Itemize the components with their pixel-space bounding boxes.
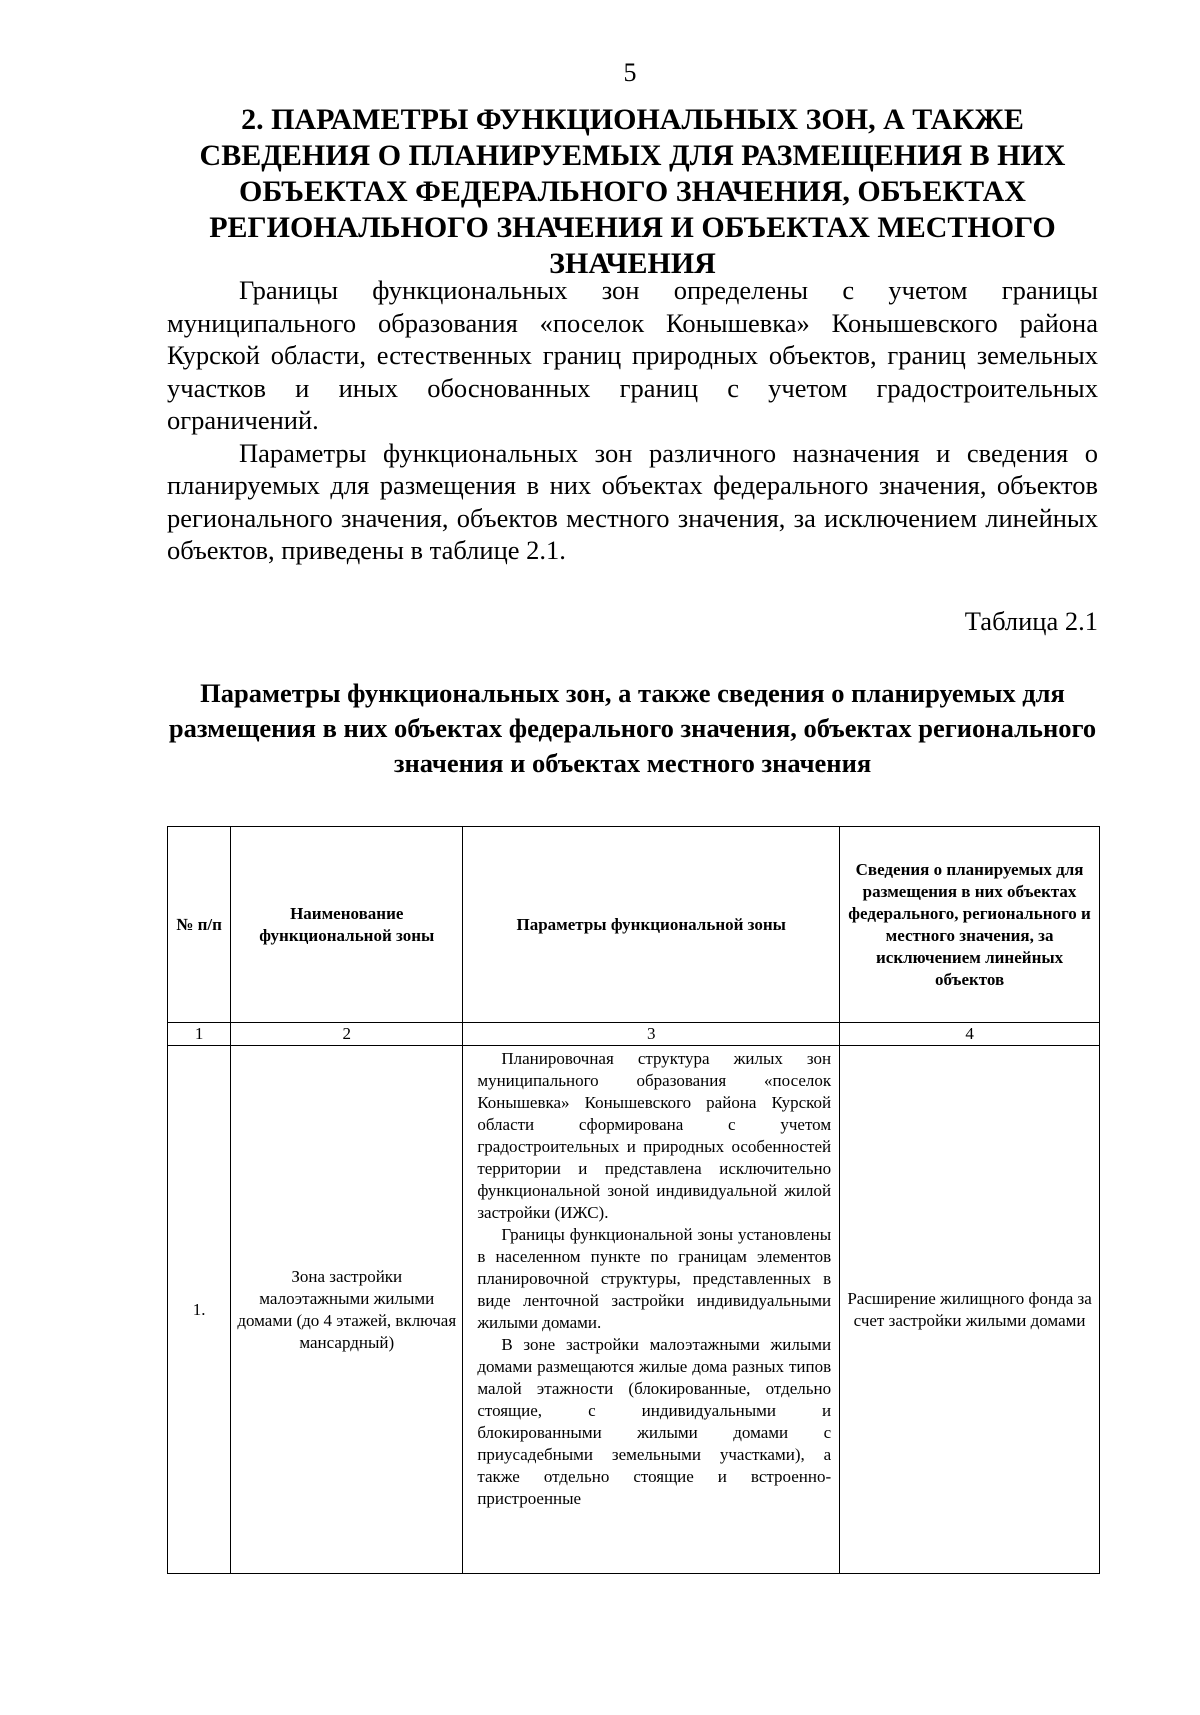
column-number: 3 [463, 1023, 840, 1046]
column-number-row [168, 1023, 1100, 1046]
column-number: 4 [840, 1023, 1100, 1046]
table-header-row [168, 827, 1100, 1023]
body-text [167, 274, 1098, 567]
section-title: 2. ПАРАМЕТРЫ ФУНКЦИОНАЛЬНЫХ ЗОН, А ТАКЖЕ СВЕДЕНИЯ О ПЛАНИРУЕМЫХ ДЛЯ РАЗМЕЩЕНИЯ В НИХ ОБЪЕКТАХ ФЕДЕРАЛЬНОГО ЗНАЧЕНИЯ, ОБЪЕКТАХ РЕГИОНАЛЬНОГО ЗНАЧЕНИЯ И ОБЪЕКТАХ МЕСТНОГО ЗНАЧЕНИЯ [199, 103, 1066, 280]
header-planned-objects: Сведения о планируемых для размещения в них объектах федерального, регионального и местного значения, за исключением линейных объектов [840, 827, 1100, 1023]
table-row [168, 1046, 1100, 1574]
parameter-paragraph: В зоне застройки малоэтажными жилыми домами размещаются жилые дома разных типов малой этажности (блокированные, отдельно стоящие, с индивидуальными и блокированными жилыми домами с приусадебными земельными участками), а также отдельно стоящие и встроенно-пристроенные [477, 1335, 832, 1508]
zone-parameters [463, 1046, 840, 1574]
header-number: № п/п [168, 827, 231, 1023]
zone-name: Зона застройки малоэтажными жилыми домами (до 4 этажей, включая мансардный) [231, 1046, 463, 1574]
table-label: Таблица 2.1 [964, 606, 1098, 636]
page-number: 5 [623, 58, 637, 87]
column-number: 1 [168, 1023, 231, 1046]
header-zone-parameters: Параметры функциональной зоны [463, 827, 840, 1023]
planned-objects: Расширение жилищного фонда за счет застройки жилыми домами [840, 1046, 1100, 1574]
row-number: 1. [168, 1046, 231, 1574]
paragraph: Границы функциональных зон определены с учетом границы муниципального образования «поселок Конышевка» Конышевского района Курской области, естественных границ природных объектов, границ земельных участков и иных обоснованных границ с учетом градостроительных ограничений. [167, 275, 1098, 435]
parameter-paragraph: Границы функциональной зоны установлены в населенном пункте по границам элементов планировочной структуры, представленных в виде ленточной застройки индивидуальными жилыми домами. [477, 1225, 832, 1332]
paragraph: Параметры функциональных зон различного назначения и сведения о планируемых для размещения в них объектах федерального значения, объектов регионального значения, объектов местного значения, за исключением линейных объектов, приведены в таблице 2.1. [167, 437, 1098, 565]
header-zone-name: Наименование функциональной зоны [231, 827, 463, 1023]
parameters-table [167, 826, 1100, 1574]
table-title: Параметры функциональных зон, а также сведения о планируемых для размещения в них объектах федерального значения, объектах регионального значения и объектах местного значения [168, 678, 1097, 778]
parameter-paragraph: Планировочная структура жилых зон муниципального образования «поселок Конышевка» Конышевского района Курской области сформирована с учетом градостроительных и природных особенностей территории и представлена исключительно функциональной зоной индивидуальной жилой застройки (ИЖС). [477, 1049, 832, 1222]
column-number: 2 [231, 1023, 463, 1046]
